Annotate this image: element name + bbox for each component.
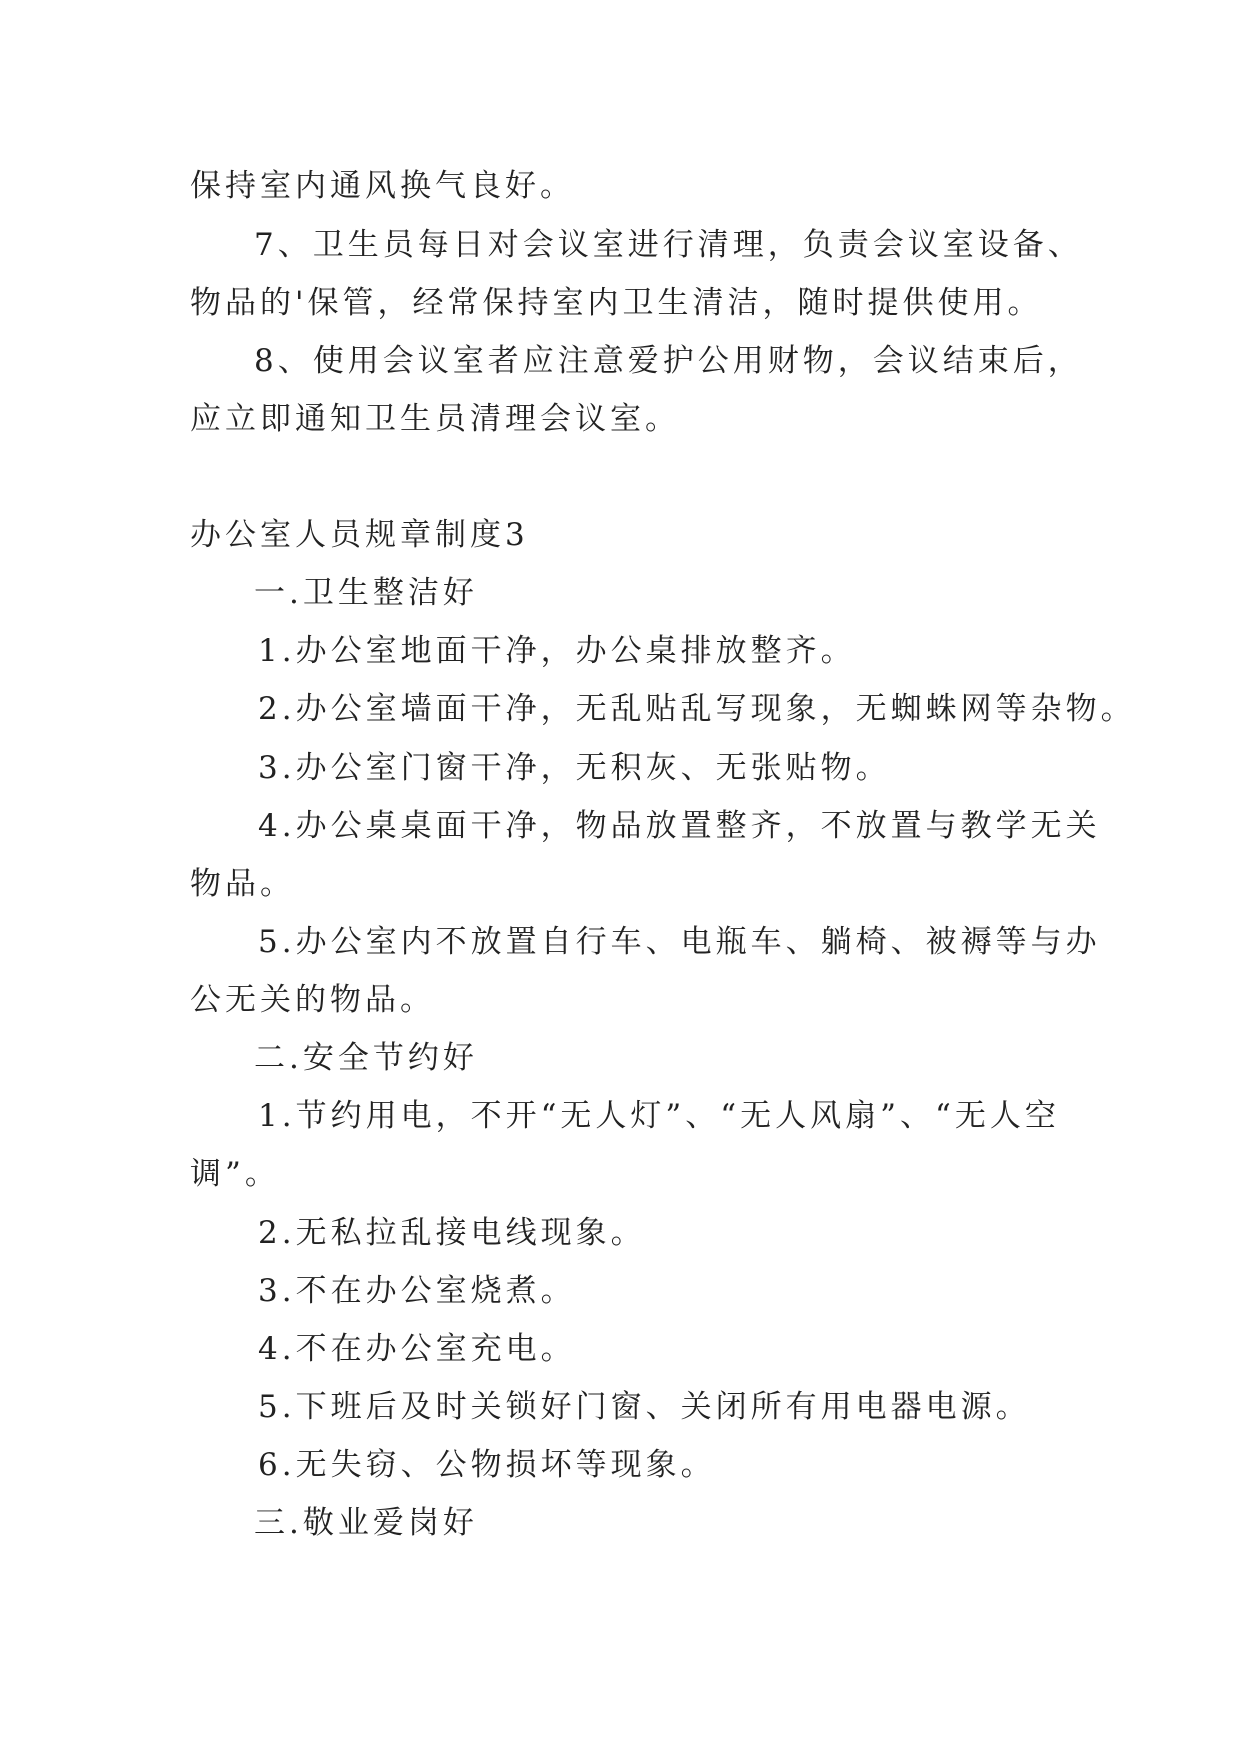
section-heading: 三.敬业爱岗好: [254, 1505, 478, 1541]
list-item: 2.无私拉乱接电线现象。: [258, 1215, 646, 1251]
list-item-continuation: 物品。: [190, 866, 295, 902]
list-item: 5.办公室内不放置自行车、电瓶车、躺椅、被褥等与办: [258, 924, 1101, 960]
list-item: 4.不在办公室充电。: [258, 1331, 576, 1367]
paragraph-line: 7、卫生员每日对会议室进行清理，负责会议室设备、: [254, 227, 1083, 263]
list-item: 3.办公室门窗干净，无积灰、无张贴物。: [258, 750, 891, 786]
list-item: 6.无失窃、公物损坏等现象。: [258, 1447, 716, 1483]
list-item-continuation: 调”。: [190, 1156, 280, 1192]
list-item-continuation: 公无关的物品。: [190, 982, 435, 1018]
section-title: 办公室人员规章制度3: [190, 517, 529, 553]
list-item: 1.节约用电，不开“无人灯”、“无人风扇”、“无人空: [258, 1098, 1060, 1134]
section-heading: 一.卫生整洁好: [254, 575, 478, 611]
paragraph-line: 物品的'保管，经常保持室内卫生清洁，随时提供使用。: [190, 285, 1043, 321]
paragraph-line: 保持室内通风换气良好。: [190, 168, 575, 204]
list-item: 5.下班后及时关锁好门窗、关闭所有用电器电源。: [258, 1389, 1031, 1425]
list-item: 2.办公室墙面干净，无乱贴乱写现象，无蜘蛛网等杂物。: [258, 691, 1136, 727]
paragraph-line: 8、使用会议室者应注意爱护公用财物，会议结束后，: [254, 343, 1083, 379]
list-item: 3.不在办公室烧煮。: [258, 1273, 576, 1309]
paragraph-line: 应立即通知卫生员清理会议室。: [190, 401, 680, 437]
list-item: 4.办公桌桌面干净，物品放置整齐，不放置与教学无关: [258, 808, 1101, 844]
list-item: 1.办公室地面干净，办公桌排放整齐。: [258, 633, 856, 669]
section-heading: 二.安全节约好: [254, 1040, 478, 1076]
